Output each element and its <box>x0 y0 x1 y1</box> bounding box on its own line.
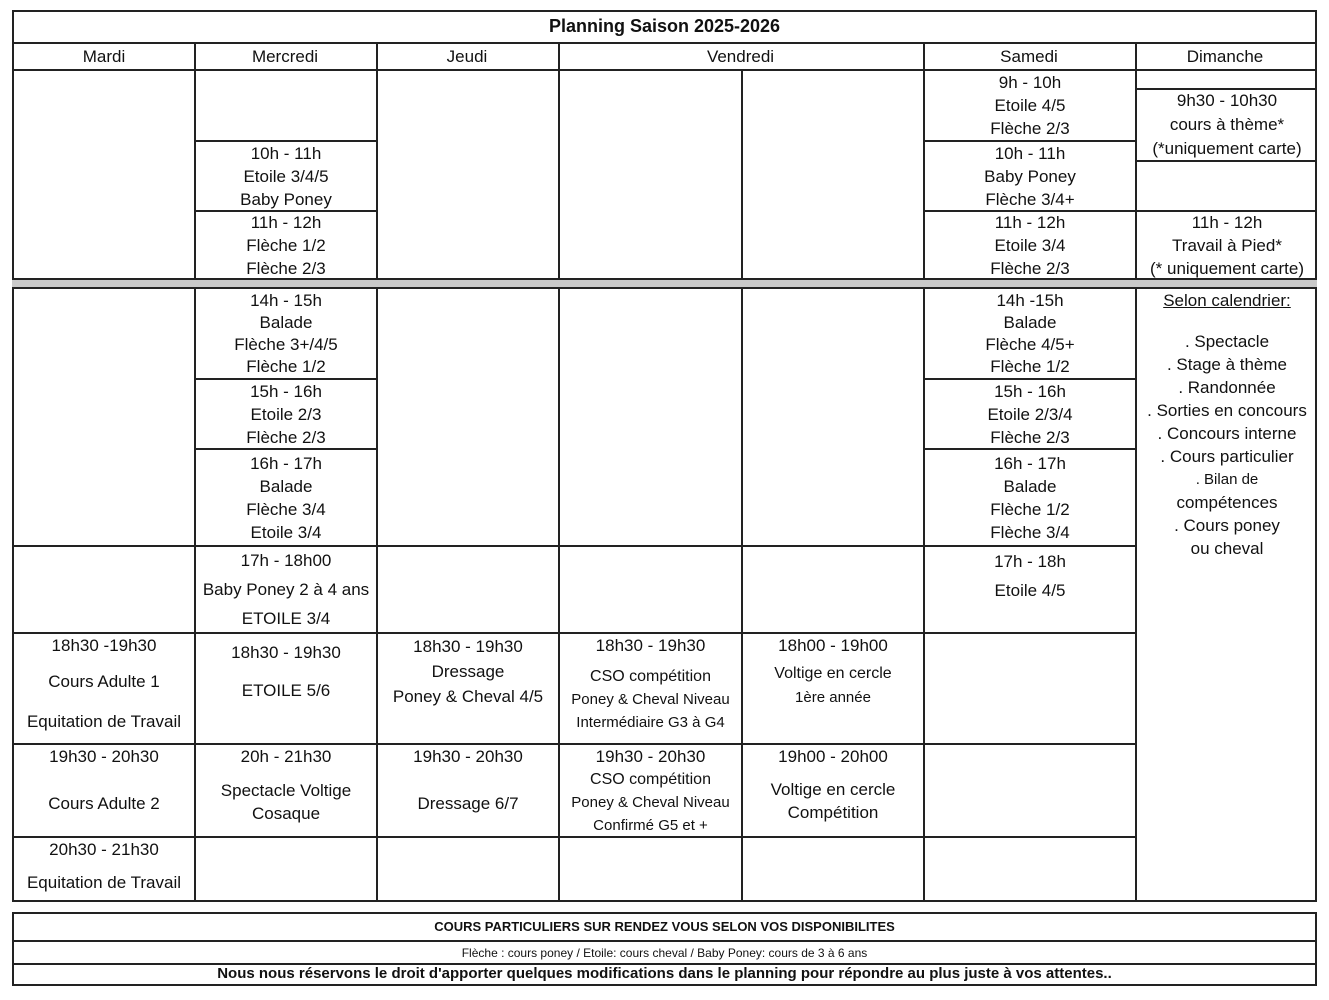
samedi-slot-9h: 9h - 10h Etoile 4/5 Flèche 2/3 <box>990 72 1070 138</box>
footer-private-lessons: COURS PARTICULIERS SUR RENDEZ VOUS SELON VOS DISPONIBILITES <box>434 919 895 934</box>
day-header-dimanche: Dimanche <box>1186 47 1264 66</box>
jeudi-slot-18h30: 18h30 - 19h30 Dressage Poney & Cheval 4/5 <box>392 637 544 706</box>
dimanche-calendar: Selon calendrier: . Spectacle . Stage à thème . Randonnée . Sorties en concours . Concours interne . Cours particulier . Bilan de compétences . Cours poney ou cheval <box>1147 291 1307 558</box>
samedi-slot-10h: 10h - 11h Baby Poney Flèche 3/4+ <box>984 143 1076 209</box>
mercredi-slot-17h: 17h - 18h00 Baby Poney 2 à 4 ans ETOILE 3/4 <box>202 551 370 628</box>
samedi-slot-16h: 16h - 17h Balade Flèche 1/2 Flèche 3/4 <box>990 453 1070 542</box>
mercredi-slot-20h: 20h - 21h30 Spectacle Voltige Cosaque <box>220 747 352 823</box>
mercredi-slot-18h30: 18h30 - 19h30 ETOILE 5/6 <box>231 643 341 700</box>
mercredi-slot-16h: 16h - 17h Balade Flèche 3/4 Etoile 3/4 <box>246 453 326 542</box>
mercredi-slot-15h: 15h - 16h Etoile 2/3 Flèche 2/3 <box>246 381 326 447</box>
vendredi-voltige-slot-19h: 19h00 - 20h00 Voltige en cercle Compétition <box>770 747 896 822</box>
footer-legend: Flèche : cours poney / Etoile: cours cheval / Baby Poney: cours de 3 à 6 ans <box>461 946 868 960</box>
mercredi-slot-11h: 11h - 12h Flèche 1/2 Flèche 2/3 <box>246 212 326 278</box>
lunch-break-band <box>12 278 1317 289</box>
samedi-slot-11h: 11h - 12h Etoile 3/4 Flèche 2/3 <box>990 212 1070 278</box>
vendredi-cso-slot-19h30: 19h30 - 20h30 CSO compétition Poney & Cheval Niveau Confirmé G5 et + <box>571 747 730 834</box>
mercredi-slot-10h: 10h - 11h Etoile 3/4/5 Baby Poney <box>240 143 332 209</box>
day-header-vendredi: Vendredi <box>706 47 775 66</box>
title-divider <box>12 42 1317 44</box>
samedi-slot-17h: 17h - 18h Etoile 4/5 <box>994 552 1066 600</box>
mardi-slot-19h30: 19h30 - 20h30 Cours Adulte 2 <box>48 747 160 813</box>
dimanche-slot-9h30: 9h30 - 10h30 cours à thème* (*uniquement carte) <box>1152 91 1302 158</box>
day-header-samedi: Samedi <box>1000 47 1058 66</box>
day-header-jeudi: Jeudi <box>446 47 488 66</box>
samedi-slot-15h: 15h - 16h Etoile 2/3/4 Flèche 2/3 <box>987 381 1073 447</box>
calendar-title: Selon calendrier: <box>1163 291 1291 310</box>
mardi-slot-20h30: 20h30 - 21h30 Equitation de Travail <box>26 840 182 892</box>
day-header-mercredi: Mercredi <box>251 47 319 66</box>
footer-divider <box>12 940 1317 942</box>
vendredi-voltige-slot-18h: 18h00 - 19h00 Voltige en cercle 1ère année <box>774 636 892 706</box>
vendredi-cso-slot-18h30: 18h30 - 19h30 CSO compétition Poney & Cheval Niveau Intermédiaire G3 à G4 <box>571 636 730 731</box>
mardi-slot-18h30: 18h30 -19h30 Cours Adulte 1 Equitation de Travail <box>26 636 182 731</box>
dimanche-slot-11h: 11h - 12h Travail à Pied* (* uniquement carte) <box>1149 212 1305 278</box>
footer-disclaimer: Nous nous réservons le droit d'apporter quelques modifications dans le planning pour répondre au plus juste à vos attentes.. <box>217 965 1112 982</box>
page-title: Planning Saison 2025-2026 <box>548 16 781 36</box>
jeudi-slot-19h30: 19h30 - 20h30 Dressage 6/7 <box>413 747 523 813</box>
samedi-slot-14h: 14h -15h Balade Flèche 4/5+ Flèche 1/2 <box>985 290 1075 376</box>
day-header-mardi: Mardi <box>82 47 126 66</box>
mercredi-slot-14h: 14h - 15h Balade Flèche 3+/4/5 Flèche 1/2 <box>234 290 338 376</box>
